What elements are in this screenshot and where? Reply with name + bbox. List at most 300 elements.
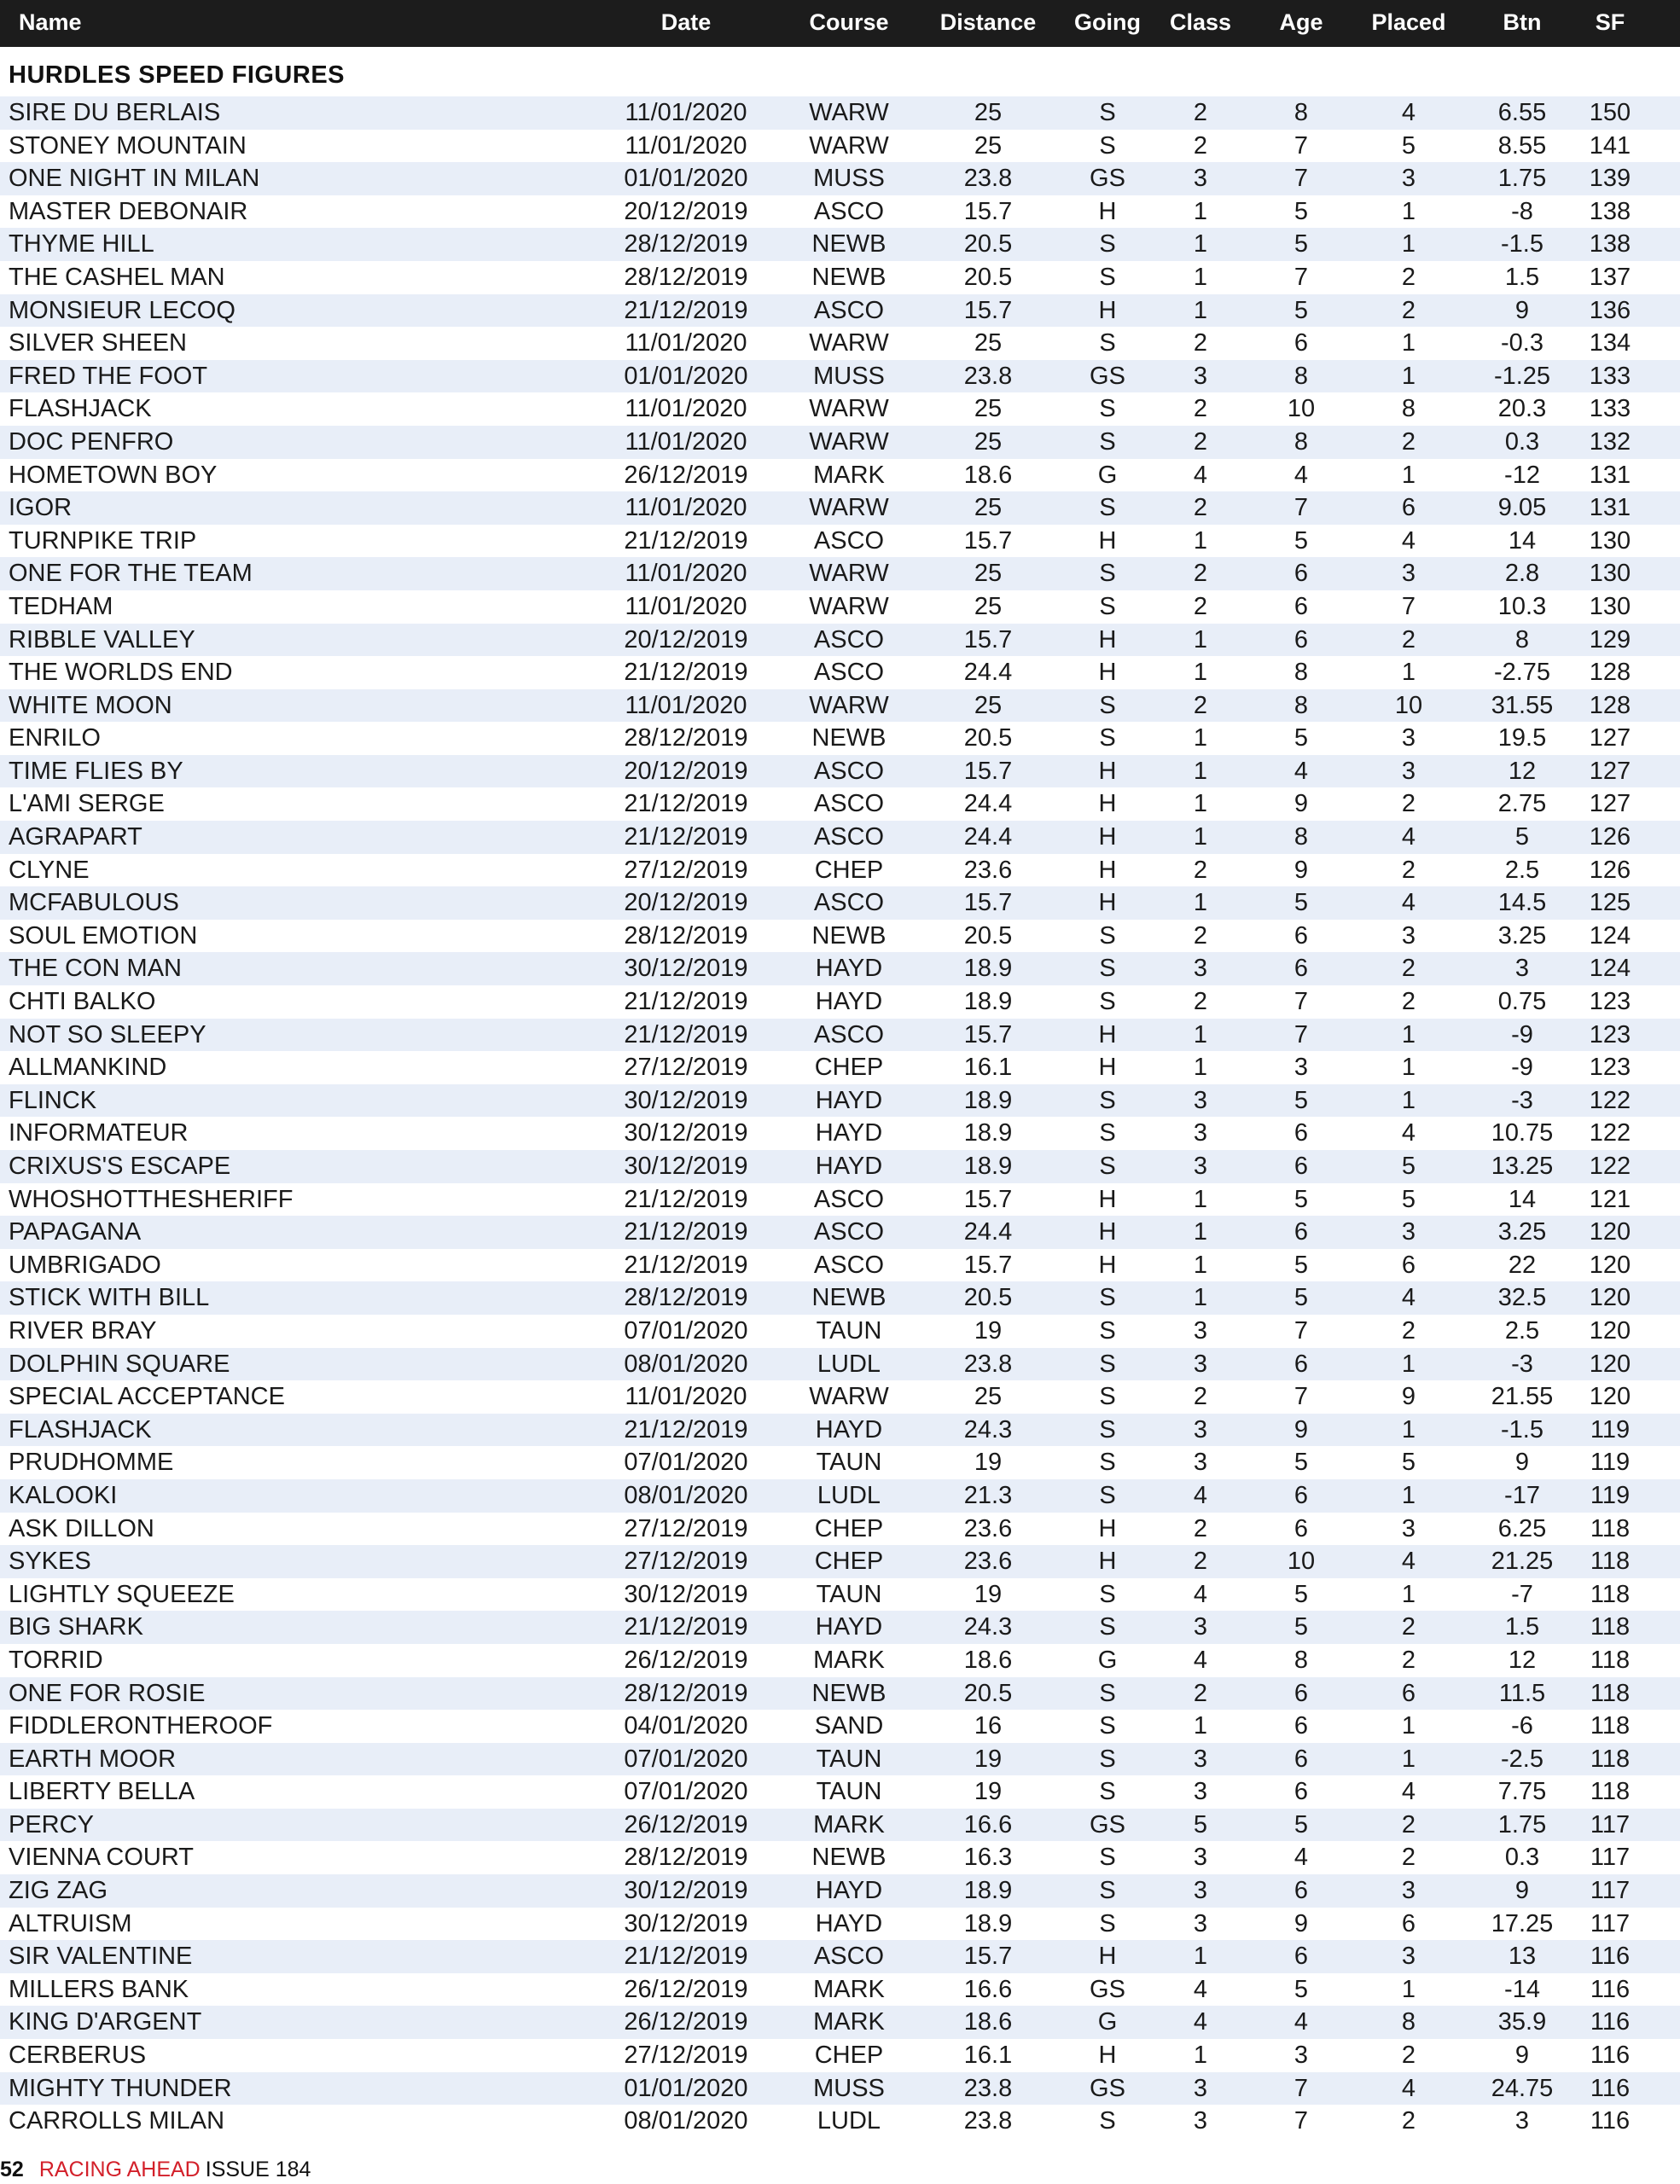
page-number: 52 <box>0 2158 24 2181</box>
cell-course: CHEP <box>814 1054 884 1082</box>
cell-course: MUSS <box>813 362 885 390</box>
cell-btn: -6 <box>1511 1712 1533 1740</box>
cell-name: SOUL EMOTION <box>9 921 198 950</box>
cell-date: 21/12/2019 <box>624 1943 748 1971</box>
cell-distance: 25 <box>974 691 1003 719</box>
cell-sf: 127 <box>1589 757 1631 785</box>
cell-placed: 2 <box>1401 296 1416 324</box>
cell-name: BIG SHARK <box>9 1613 143 1641</box>
cell-course: ASCO <box>813 1943 885 1971</box>
cell-name: CLYNE <box>9 856 90 884</box>
cell-going: S <box>1099 1613 1116 1641</box>
cell-name: FLINCK <box>9 1086 97 1114</box>
cell-btn: 9 <box>1514 1449 1530 1477</box>
cell-sf: 128 <box>1589 659 1631 687</box>
cell-going: S <box>1099 494 1116 522</box>
table-row <box>0 459 1680 492</box>
cell-age: 5 <box>1293 1086 1309 1114</box>
cell-age: 3 <box>1293 1054 1309 1082</box>
cell-course: MARK <box>813 2008 885 2036</box>
column-header-name: Name <box>19 9 82 35</box>
cell-date: 28/12/2019 <box>624 1284 748 1312</box>
table-row <box>0 1216 1680 1249</box>
cell-age: 8 <box>1293 99 1309 126</box>
cell-distance: 25 <box>974 592 1003 620</box>
cell-age: 6 <box>1293 921 1309 950</box>
cell-distance: 15.7 <box>963 526 1013 555</box>
cell-name: FIDDLERONTHEROOF <box>9 1712 273 1740</box>
cell-course: WARW <box>809 329 889 357</box>
cell-btn: 10.3 <box>1497 592 1547 620</box>
cell-age: 9 <box>1293 856 1309 884</box>
cell-date: 01/01/2020 <box>624 165 748 193</box>
cell-name: NOT SO SLEEPY <box>9 1020 206 1048</box>
cell-class: 3 <box>1193 1778 1208 1806</box>
cell-name: CERBERUS <box>9 2042 147 2070</box>
cell-going: S <box>1099 1580 1116 1608</box>
cell-placed: 7 <box>1401 592 1416 620</box>
cell-distance: 18.9 <box>963 988 1013 1016</box>
cell-name: L'AMI SERGE <box>9 790 165 818</box>
table-header <box>0 0 1680 47</box>
cell-btn: 3 <box>1514 2107 1530 2135</box>
cell-date: 08/01/2020 <box>624 1350 748 1378</box>
cell-sf: 126 <box>1589 856 1631 884</box>
cell-placed: 3 <box>1401 757 1416 785</box>
cell-going: H <box>1098 1020 1117 1048</box>
cell-btn: 21.25 <box>1491 1548 1554 1576</box>
cell-course: TAUN <box>816 1580 882 1608</box>
cell-date: 04/01/2020 <box>624 1712 748 1740</box>
cell-date: 21/12/2019 <box>624 1251 748 1279</box>
cell-distance: 15.7 <box>963 1251 1013 1279</box>
cell-course: CHEP <box>814 2042 884 2070</box>
cell-age: 6 <box>1293 1712 1309 1740</box>
cell-placed: 4 <box>1401 99 1416 126</box>
cell-btn: 12 <box>1508 757 1537 785</box>
cell-course: LUDL <box>817 2107 881 2135</box>
cell-placed: 1 <box>1401 1350 1416 1378</box>
cell-placed: 6 <box>1401 494 1416 522</box>
cell-date: 21/12/2019 <box>624 988 748 1016</box>
cell-class: 2 <box>1193 99 1208 126</box>
cell-age: 6 <box>1293 1877 1309 1905</box>
cell-going: S <box>1099 230 1116 258</box>
cell-age: 4 <box>1293 461 1309 489</box>
cell-btn: 2.5 <box>1504 856 1540 884</box>
cell-date: 11/01/2020 <box>625 494 747 522</box>
cell-course: MARK <box>813 461 885 489</box>
cell-class: 3 <box>1193 165 1208 193</box>
cell-age: 5 <box>1293 230 1309 258</box>
cell-age: 5 <box>1293 1284 1309 1312</box>
table-row <box>0 392 1680 426</box>
cell-class: 1 <box>1193 2042 1208 2070</box>
cell-btn: 32.5 <box>1497 1284 1547 1312</box>
cell-class: 4 <box>1193 1580 1208 1608</box>
table-row <box>0 1578 1680 1612</box>
cell-distance: 25 <box>974 560 1003 588</box>
cell-going: GS <box>1090 2074 1125 2102</box>
cell-name: SILVER SHEEN <box>9 329 187 357</box>
cell-course: LUDL <box>817 1350 881 1378</box>
cell-sf: 118 <box>1590 1646 1631 1674</box>
cell-placed: 2 <box>1401 263 1416 291</box>
cell-going: H <box>1098 889 1117 917</box>
cell-sf: 118 <box>1590 1745 1631 1773</box>
cell-sf: 120 <box>1589 1383 1631 1411</box>
cell-going: S <box>1099 1415 1116 1443</box>
table-row <box>0 1908 1680 1941</box>
cell-going: H <box>1098 1251 1117 1279</box>
table-row <box>0 1051 1680 1084</box>
cell-sf: 123 <box>1589 1054 1631 1082</box>
cell-placed: 3 <box>1401 724 1416 752</box>
cell-date: 20/12/2019 <box>624 889 748 917</box>
cell-age: 4 <box>1293 2008 1309 2036</box>
cell-course: MUSS <box>813 2074 885 2102</box>
cell-going: GS <box>1090 1975 1125 2003</box>
table-row <box>0 689 1680 723</box>
cell-distance: 25 <box>974 494 1003 522</box>
cell-age: 6 <box>1293 1481 1309 1509</box>
cell-btn: -9 <box>1511 1020 1533 1048</box>
cell-placed: 5 <box>1401 131 1416 160</box>
cell-placed: 1 <box>1401 1020 1416 1048</box>
cell-sf: 125 <box>1589 889 1631 917</box>
cell-btn: 9 <box>1514 2042 1530 2070</box>
cell-age: 5 <box>1293 526 1309 555</box>
cell-date: 28/12/2019 <box>624 230 748 258</box>
cell-class: 2 <box>1193 427 1208 456</box>
cell-name: AGRAPART <box>9 823 142 851</box>
cell-distance: 15.7 <box>963 1185 1013 1213</box>
cell-going: H <box>1098 1514 1117 1542</box>
cell-distance: 23.6 <box>963 1514 1013 1542</box>
cell-name: THE WORLDS END <box>9 659 233 687</box>
cell-date: 11/01/2020 <box>625 99 747 126</box>
cell-date: 28/12/2019 <box>624 1679 748 1707</box>
cell-date: 27/12/2019 <box>624 1548 748 1576</box>
table-row <box>0 1117 1680 1150</box>
cell-class: 3 <box>1193 1316 1208 1345</box>
cell-placed: 6 <box>1401 1679 1416 1707</box>
cell-going: S <box>1099 955 1116 983</box>
cell-sf: 117 <box>1590 1909 1631 1937</box>
cell-placed: 2 <box>1401 1810 1416 1838</box>
cell-btn: -2.5 <box>1501 1745 1543 1773</box>
cell-btn: -3 <box>1511 1086 1533 1114</box>
cell-date: 30/12/2019 <box>624 1086 748 1114</box>
cell-btn: 10.75 <box>1491 1119 1554 1147</box>
cell-course: HAYD <box>815 1153 883 1180</box>
cell-placed: 2 <box>1401 625 1416 653</box>
cell-date: 21/12/2019 <box>624 1185 748 1213</box>
cell-distance: 18.6 <box>963 2008 1013 2036</box>
cell-name: MCFABULOUS <box>9 889 179 917</box>
cell-distance: 16.1 <box>963 1054 1013 1082</box>
cell-placed: 1 <box>1401 1481 1416 1509</box>
cell-class: 2 <box>1193 856 1208 884</box>
cell-placed: 3 <box>1401 1877 1416 1905</box>
cell-sf: 116 <box>1590 2008 1631 2036</box>
cell-sf: 124 <box>1589 921 1631 950</box>
table-row <box>0 491 1680 525</box>
cell-class: 2 <box>1193 592 1208 620</box>
cell-going: S <box>1099 395 1116 423</box>
cell-distance: 18.9 <box>963 1153 1013 1180</box>
cell-sf: 117 <box>1590 1877 1631 1905</box>
cell-age: 8 <box>1293 691 1309 719</box>
cell-distance: 16.6 <box>963 1975 1013 2003</box>
cell-sf: 127 <box>1589 790 1631 818</box>
cell-btn: 0.3 <box>1504 1844 1540 1872</box>
table-row <box>0 1019 1680 1052</box>
cell-placed: 4 <box>1401 526 1416 555</box>
cell-going: H <box>1098 659 1117 687</box>
cell-btn: 17.25 <box>1491 1909 1554 1937</box>
cell-btn: 14 <box>1508 1185 1537 1213</box>
cell-course: MARK <box>813 1975 885 2003</box>
cell-name: ASK DILLON <box>9 1514 154 1542</box>
cell-placed: 1 <box>1401 1745 1416 1773</box>
cell-date: 27/12/2019 <box>624 856 748 884</box>
cell-placed: 2 <box>1401 2042 1416 2070</box>
table-row <box>0 1249 1680 1282</box>
cell-age: 6 <box>1293 1119 1309 1147</box>
table-row <box>0 590 1680 624</box>
issue-number: ISSUE 184 <box>205 2158 311 2181</box>
cell-going: S <box>1099 131 1116 160</box>
cell-sf: 117 <box>1590 1810 1631 1838</box>
cell-going: G <box>1097 2008 1118 2036</box>
cell-course: ASCO <box>813 659 885 687</box>
cell-class: 4 <box>1193 2008 1208 2036</box>
cell-class: 2 <box>1193 1383 1208 1411</box>
cell-course: NEWB <box>811 724 887 752</box>
cell-distance: 18.6 <box>963 461 1013 489</box>
cell-class: 2 <box>1193 691 1208 719</box>
cell-placed: 2 <box>1401 2107 1416 2135</box>
cell-name: PRUDHOMME <box>9 1449 174 1477</box>
publication-brand: RACING AHEAD <box>38 2158 201 2181</box>
table-row <box>0 327 1680 360</box>
cell-name: PAPAGANA <box>9 1218 142 1246</box>
cell-age: 5 <box>1293 1449 1309 1477</box>
cell-sf: 120 <box>1589 1251 1631 1279</box>
cell-name: MONSIEUR LECOQ <box>9 296 235 324</box>
cell-placed: 1 <box>1401 1975 1416 2003</box>
cell-distance: 20.5 <box>963 1284 1013 1312</box>
cell-btn: 1.5 <box>1504 1613 1540 1641</box>
cell-date: 11/01/2020 <box>625 691 747 719</box>
cell-sf: 133 <box>1589 362 1631 390</box>
cell-placed: 1 <box>1401 1712 1416 1740</box>
cell-date: 20/12/2019 <box>624 197 748 225</box>
table-row <box>0 1348 1680 1381</box>
table-row <box>0 985 1680 1019</box>
cell-name: EARTH MOOR <box>9 1745 177 1773</box>
cell-date: 20/12/2019 <box>624 625 748 653</box>
cell-date: 21/12/2019 <box>624 823 748 851</box>
cell-sf: 131 <box>1589 461 1631 489</box>
cell-date: 28/12/2019 <box>624 921 748 950</box>
cell-placed: 1 <box>1401 1086 1416 1114</box>
cell-btn: 5 <box>1514 823 1530 851</box>
cell-placed: 6 <box>1401 1909 1416 1937</box>
cell-distance: 24.3 <box>963 1613 1013 1641</box>
cell-sf: 128 <box>1589 691 1631 719</box>
cell-sf: 137 <box>1589 263 1631 291</box>
cell-age: 9 <box>1293 790 1309 818</box>
cell-sf: 119 <box>1590 1449 1631 1477</box>
cell-class: 3 <box>1193 1153 1208 1180</box>
cell-distance: 15.7 <box>963 625 1013 653</box>
cell-class: 1 <box>1193 1251 1208 1279</box>
cell-course: MARK <box>813 1810 885 1838</box>
table-row <box>0 787 1680 821</box>
cell-placed: 4 <box>1401 1778 1416 1806</box>
table-row <box>0 1084 1680 1118</box>
cell-btn: 13.25 <box>1491 1153 1554 1180</box>
cell-distance: 19 <box>974 1745 1003 1773</box>
cell-btn: 9 <box>1514 296 1530 324</box>
cell-name: SPECIAL ACCEPTANCE <box>9 1383 285 1411</box>
cell-sf: 120 <box>1589 1350 1631 1378</box>
cell-age: 7 <box>1293 2074 1309 2102</box>
cell-name: MASTER DEBONAIR <box>9 197 248 225</box>
cell-btn: 35.9 <box>1497 2008 1547 2036</box>
cell-date: 21/12/2019 <box>624 1613 748 1641</box>
cell-date: 30/12/2019 <box>624 1119 748 1147</box>
cell-distance: 20.5 <box>963 263 1013 291</box>
cell-date: 07/01/2020 <box>624 1745 748 1773</box>
cell-distance: 20.5 <box>963 724 1013 752</box>
cell-class: 4 <box>1193 1646 1208 1674</box>
cell-name: ONE NIGHT IN MILAN <box>9 165 260 193</box>
table-row <box>0 1479 1680 1513</box>
cell-placed: 4 <box>1401 1548 1416 1576</box>
cell-btn: 1.5 <box>1504 263 1540 291</box>
cell-name: INFORMATEUR <box>9 1119 189 1147</box>
cell-date: 27/12/2019 <box>624 2042 748 2070</box>
cell-distance: 19 <box>974 1778 1003 1806</box>
cell-distance: 23.8 <box>963 2107 1013 2135</box>
table-row <box>0 755 1680 788</box>
cell-course: NEWB <box>811 1844 887 1872</box>
cell-going: H <box>1098 625 1117 653</box>
cell-age: 4 <box>1293 1844 1309 1872</box>
cell-placed: 2 <box>1401 955 1416 983</box>
cell-course: HAYD <box>815 1086 883 1114</box>
cell-name: ONE FOR ROSIE <box>9 1679 206 1707</box>
cell-date: 28/12/2019 <box>624 1844 748 1872</box>
cell-class: 1 <box>1193 1054 1208 1082</box>
cell-going: S <box>1099 263 1116 291</box>
cell-date: 26/12/2019 <box>624 461 748 489</box>
cell-age: 5 <box>1293 296 1309 324</box>
cell-course: CHEP <box>814 1514 884 1542</box>
cell-sf: 134 <box>1589 329 1631 357</box>
cell-sf: 130 <box>1589 560 1631 588</box>
table-row <box>0 1611 1680 1644</box>
cell-class: 3 <box>1193 1449 1208 1477</box>
cell-course: ASCO <box>813 1218 885 1246</box>
table-row <box>0 1545 1680 1578</box>
cell-going: S <box>1099 1877 1116 1905</box>
cell-placed: 5 <box>1401 1185 1416 1213</box>
table-row <box>0 624 1680 657</box>
cell-age: 6 <box>1293 955 1309 983</box>
cell-course: HAYD <box>815 1415 883 1443</box>
cell-going: S <box>1099 1284 1116 1312</box>
cell-sf: 141 <box>1589 131 1631 160</box>
cell-going: S <box>1099 724 1116 752</box>
table-row <box>0 2039 1680 2072</box>
cell-placed: 1 <box>1401 659 1416 687</box>
column-header-btn: Btn <box>1503 9 1542 35</box>
cell-going: H <box>1098 1054 1117 1082</box>
cell-distance: 15.7 <box>963 296 1013 324</box>
cell-sf: 130 <box>1589 526 1631 555</box>
cell-going: H <box>1098 1218 1117 1246</box>
cell-date: 11/01/2020 <box>625 395 747 423</box>
table-row <box>0 1380 1680 1414</box>
cell-going: H <box>1098 856 1117 884</box>
cell-class: 2 <box>1193 395 1208 423</box>
table-row <box>0 1775 1680 1809</box>
table-row <box>0 195 1680 229</box>
table-row <box>0 261 1680 294</box>
cell-distance: 23.6 <box>963 856 1013 884</box>
table-row <box>0 228 1680 261</box>
table-row <box>0 1513 1680 1546</box>
column-header-class: Class <box>1169 9 1232 35</box>
cell-name: TIME FLIES BY <box>9 757 183 785</box>
cell-class: 1 <box>1193 263 1208 291</box>
cell-distance: 16.3 <box>963 1844 1013 1872</box>
cell-course: NEWB <box>811 263 887 291</box>
cell-course: ASCO <box>813 625 885 653</box>
cell-date: 01/01/2020 <box>624 362 748 390</box>
table-row <box>0 1446 1680 1479</box>
cell-btn: -17 <box>1504 1481 1540 1509</box>
cell-class: 1 <box>1193 1020 1208 1048</box>
cell-btn: 21.55 <box>1491 1383 1554 1411</box>
cell-going: H <box>1098 757 1117 785</box>
cell-age: 6 <box>1293 1679 1309 1707</box>
cell-going: S <box>1099 1778 1116 1806</box>
cell-course: MARK <box>813 1646 885 1674</box>
cell-going: S <box>1099 560 1116 588</box>
cell-date: 26/12/2019 <box>624 1646 748 1674</box>
cell-placed: 4 <box>1401 1284 1416 1312</box>
cell-date: 26/12/2019 <box>624 1810 748 1838</box>
cell-btn: -9 <box>1511 1054 1533 1082</box>
cell-sf: 133 <box>1589 395 1631 423</box>
table-row <box>0 952 1680 985</box>
cell-placed: 2 <box>1401 427 1416 456</box>
cell-distance: 18.9 <box>963 1909 1013 1937</box>
cell-distance: 18.6 <box>963 1646 1013 1674</box>
cell-distance: 15.7 <box>963 757 1013 785</box>
cell-class: 2 <box>1193 131 1208 160</box>
cell-name: ALTRUISM <box>9 1909 132 1937</box>
cell-btn: 3.25 <box>1497 1218 1547 1246</box>
cell-distance: 21.3 <box>963 1481 1013 1509</box>
cell-age: 5 <box>1293 1580 1309 1608</box>
cell-placed: 3 <box>1401 1218 1416 1246</box>
